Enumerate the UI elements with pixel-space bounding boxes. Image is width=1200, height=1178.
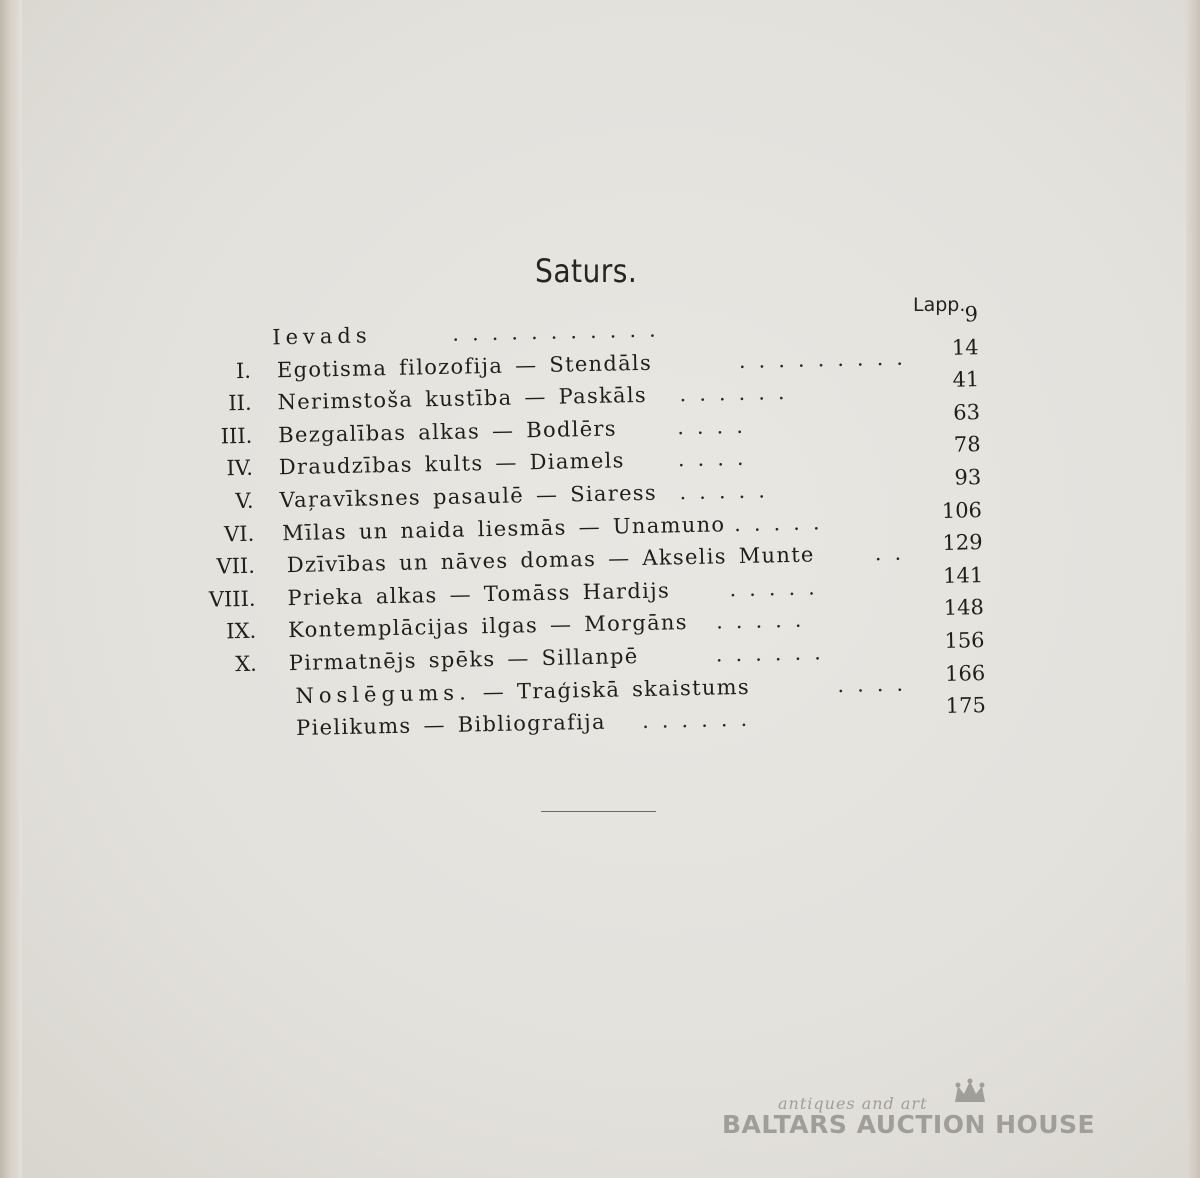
toc-chapter-title: Noslēgums. — Traģiskā skaistums <box>295 674 751 708</box>
toc-page-number: 78 <box>953 432 981 458</box>
page-edge <box>1186 0 1200 1178</box>
toc-leader-dots: .... <box>837 671 917 697</box>
toc-chapter-number: VI. <box>223 521 255 546</box>
toc-leader-dots: .... <box>677 446 757 472</box>
toc-leader-dots: ...... <box>715 640 835 667</box>
toc-chapter-title: Draudzības kults — Diamels <box>278 448 625 480</box>
toc-page-number: 148 <box>943 595 985 621</box>
watermark-name: BALTARS AUCTION HOUSE <box>722 1110 1096 1139</box>
toc-chapter-title: Egotisma filozofija — Stendāls <box>276 350 653 382</box>
toc-chapter-title: Vaŗavīksnes pasaulē — Siaress <box>279 480 658 513</box>
toc-chapter-number: VII. <box>216 553 256 579</box>
toc-page-number: 41 <box>952 367 980 392</box>
page-gutter <box>0 0 22 1178</box>
watermark-tagline: antiques and art <box>778 1094 928 1113</box>
toc-chapter-title: Pirmatnējs spēks — Sillanpē <box>288 644 639 676</box>
toc-chapter-title: Kontemplācijas ilgas — Morgāns <box>287 610 689 643</box>
toc-leader-dots: ......... <box>738 345 917 373</box>
toc-leader-dots: ..... <box>679 478 779 505</box>
toc-chapter-title: Nerimstoša kustība — Paskāls <box>277 383 648 415</box>
toc-leader-dots: ...... <box>679 380 798 407</box>
page-column-label: Lapp. <box>913 294 966 316</box>
toc-page-number: 175 <box>945 693 987 719</box>
toc-page-number: 9 <box>964 302 979 327</box>
toc-leader-dots: ..... <box>729 575 829 601</box>
toc-page-number: 14 <box>951 334 979 360</box>
toc-page-number: 106 <box>941 497 983 523</box>
toc-leader-dots: .. <box>874 540 915 566</box>
toc-chapter-title: Ievads <box>272 323 372 350</box>
toc-chapter-number: III. <box>220 423 253 449</box>
toc-chapter-title: Prieka alkas — Tomāss Hardijs <box>287 578 671 610</box>
toc-page-number: 166 <box>944 660 986 686</box>
toc-chapter-number: I. <box>235 358 252 383</box>
page-title: Saturs. <box>535 252 638 290</box>
toc-page-number: 141 <box>942 562 984 588</box>
toc-chapter-title: Mīlas un naida liesmās — Unamuno <box>281 511 726 545</box>
toc-page-number: 129 <box>942 530 983 556</box>
toc-chapter-number: IV. <box>226 456 254 481</box>
toc-leader-dots: ........... <box>452 317 669 346</box>
toc-chapter-number: II. <box>228 390 252 416</box>
toc-chapter-number: V. <box>235 488 254 514</box>
toc-chapter-title: Dzīvības un nāves domas — Akselis Munte <box>286 542 815 578</box>
watermark <box>722 1090 1122 1150</box>
toc-leader-dots: ...... <box>641 706 761 734</box>
crown-icon <box>952 1078 988 1106</box>
toc-page-number: 63 <box>952 399 981 425</box>
divider-rule <box>541 811 656 812</box>
toc-chapter-number: VIII. <box>208 586 256 612</box>
toc-leader-dots: .... <box>676 413 757 440</box>
toc-leader-dots: ..... <box>733 509 833 536</box>
toc-chapter-title: Pielikums — Bibliografija <box>295 709 607 741</box>
toc-chapter-number: X. <box>234 651 258 677</box>
toc-leader-dots: ..... <box>715 607 815 634</box>
toc-page-number: 93 <box>954 465 982 490</box>
toc-chapter-number: IX. <box>226 619 257 644</box>
toc-page-number: 156 <box>944 628 985 653</box>
toc-chapter-title: Bezgalības alkas — Bodlērs <box>278 416 618 448</box>
